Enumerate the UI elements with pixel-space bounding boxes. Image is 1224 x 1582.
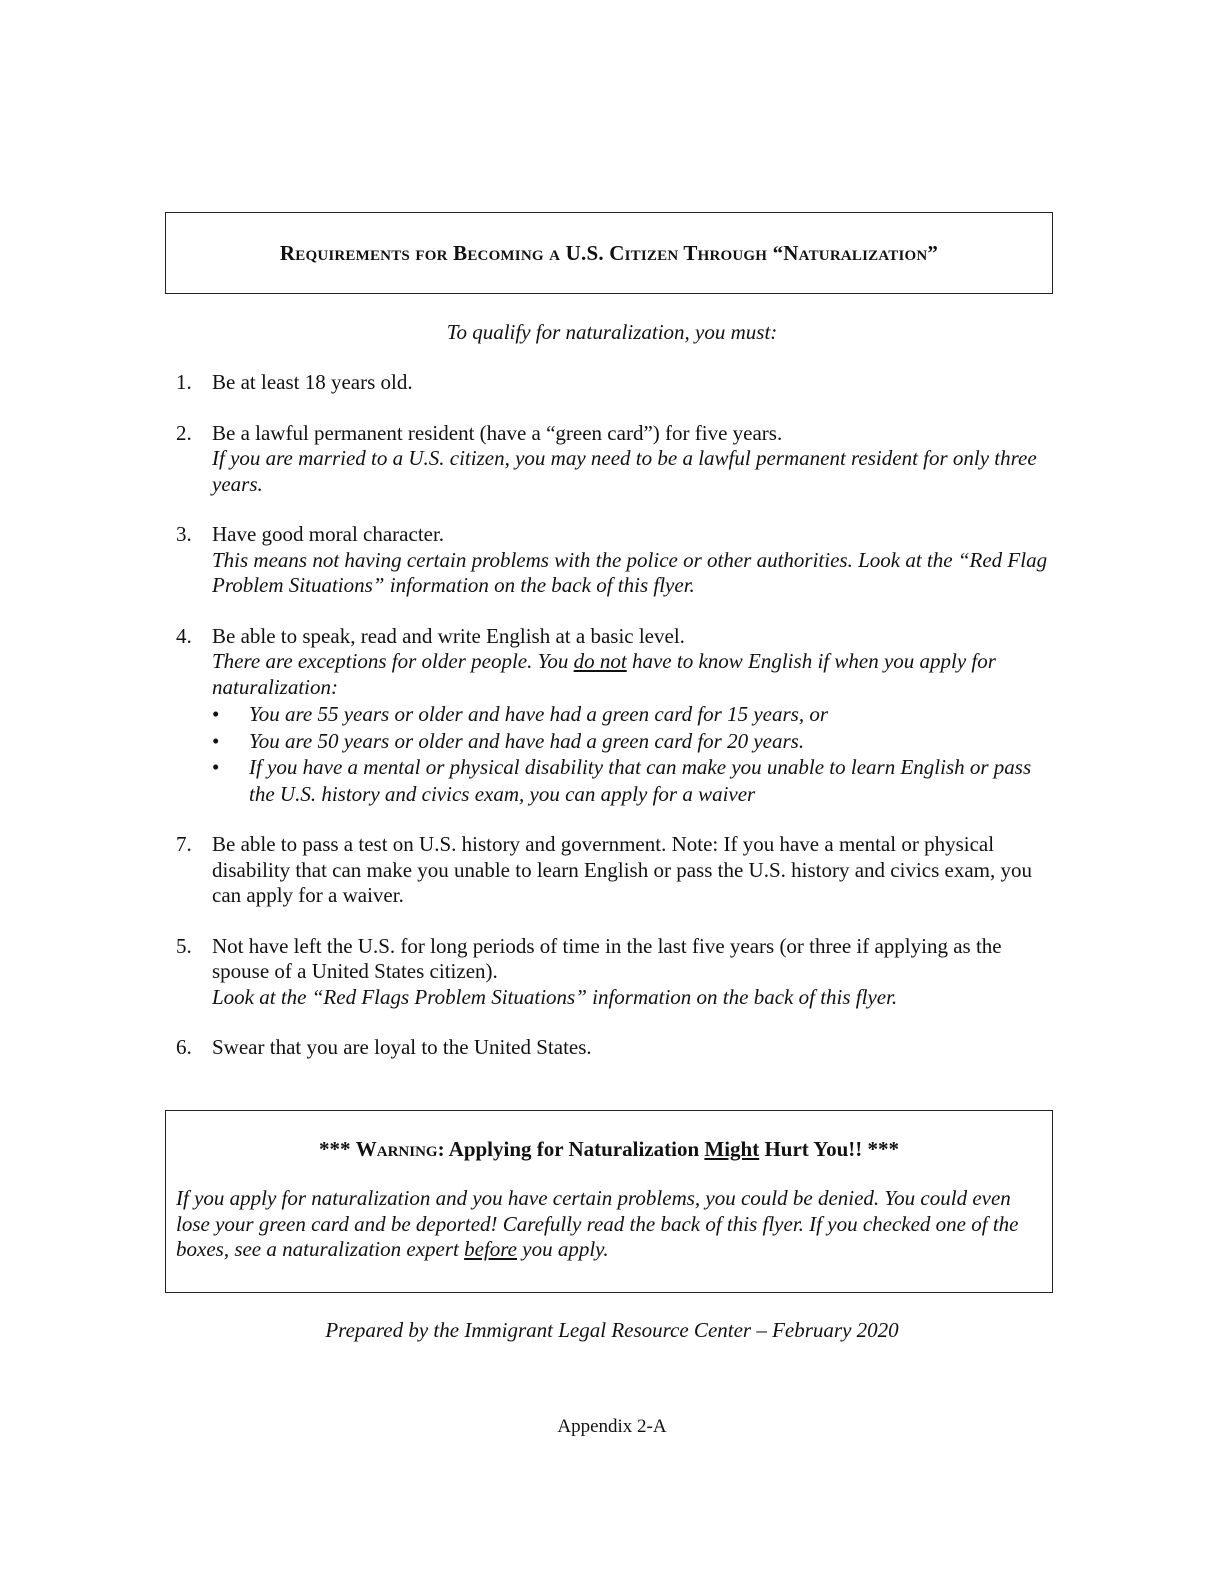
exception-text: You are 55 years or older and have had a green card for 15 years, or <box>249 702 829 726</box>
exception-text: If you have a mental or physical disability that can make you unable to learn English or pass the U.S. history and civics exam, you can apply for a waiver <box>249 755 1032 806</box>
note-text: There are exceptions for older people. You <box>212 649 574 673</box>
requirement-item <box>176 421 1056 498</box>
prepared-by: Prepared by the Immigrant Legal Resource Center – February 2020 <box>325 1318 899 1342</box>
warning-heading-text: : Applying for Naturalization <box>437 1137 705 1161</box>
note-emphasis: do not <box>573 649 627 673</box>
requirement-note: Look at the “Red Flags Problem Situations” information on the back of this flyer. <box>212 984 898 1009</box>
warning-heading <box>176 1137 1042 1162</box>
requirement-number: 6. <box>176 1035 192 1059</box>
requirement-text: Be able to speak, read and write English at a basic level. <box>212 623 685 648</box>
bullet-icon: • <box>212 702 220 726</box>
requirement-item <box>176 934 1056 1011</box>
requirement-note: If you are married to a U.S. citizen, you may need to be a lawful permanent resident for only three years. <box>212 446 1037 496</box>
requirement-number: 3. <box>176 522 192 546</box>
warning-body-text: If you apply for naturalization and you have certain problems, you could be denied. You could even lose your green card and be deported! Carefully read the back of this flyer. If you checked one of the boxes, see a naturalization expert <box>176 1186 1019 1261</box>
exception-list <box>212 701 1056 807</box>
appendix-label: Appendix 2-A <box>557 1416 667 1437</box>
exception-item <box>212 728 1056 755</box>
bullet-icon: • <box>212 728 220 753</box>
warning-heading-text: Hurt You!! *** <box>759 1137 900 1161</box>
warning-stars: *** <box>318 1137 356 1161</box>
requirement-item <box>176 624 1056 808</box>
intro-text: To qualify for naturalization, you must: <box>446 320 778 344</box>
requirement-text: Not have left the U.S. for long periods of time in the last five years (or three if applying as the spouse of a United States citizen). <box>212 933 1002 983</box>
page-title: Requirements for Becoming a U.S. Citizen Through “Naturalization” <box>279 240 939 265</box>
exception-text: You are 50 years or older and have had a green card for 20 years. <box>249 728 805 753</box>
exception-item <box>212 701 1056 728</box>
warning-emphasis: Might <box>704 1137 760 1161</box>
requirement-item <box>176 370 1056 396</box>
warning-body-emphasis: before <box>464 1237 517 1261</box>
requirement-number: 1. <box>176 370 192 394</box>
warning-body <box>176 1186 1042 1263</box>
requirement-text: Have good moral character. <box>212 522 445 546</box>
requirement-number: 4. <box>176 623 192 648</box>
requirement-item <box>176 832 1056 909</box>
requirement-text: Swear that you are loyal to the United States. <box>212 1035 592 1059</box>
requirement-number: 7. <box>176 832 192 856</box>
bullet-icon: • <box>212 755 220 779</box>
note-text: have to know English if when you apply for naturalization: <box>212 649 996 699</box>
requirement-item <box>176 1035 1056 1061</box>
exception-item <box>212 754 1056 807</box>
warning-body-text: you apply. <box>517 1237 609 1261</box>
title-box <box>165 212 1053 294</box>
requirement-note: This means not having certain problems with the police or other authorities. Look at the “Red Flag Problem Situations” information on the back of this flyer. <box>212 547 1048 597</box>
requirement-number: 5. <box>176 933 192 958</box>
requirements-list <box>176 370 1056 1061</box>
warning-box <box>165 1110 1053 1293</box>
requirement-text: Be at least 18 years old. <box>212 370 413 394</box>
requirement-text: Be a lawful permanent resident (have a “green card”) for five years. <box>212 420 783 445</box>
requirement-note <box>212 649 1056 700</box>
requirement-item <box>176 522 1056 599</box>
warning-label: Warning <box>355 1137 438 1161</box>
requirement-text: Be able to pass a test on U.S. history and government. Note: If you have a mental or physical disability that can make you unable to learn English or pass the U.S. history and civics exam, you can apply for a waiver. <box>212 832 1032 907</box>
requirement-number: 2. <box>176 420 192 445</box>
